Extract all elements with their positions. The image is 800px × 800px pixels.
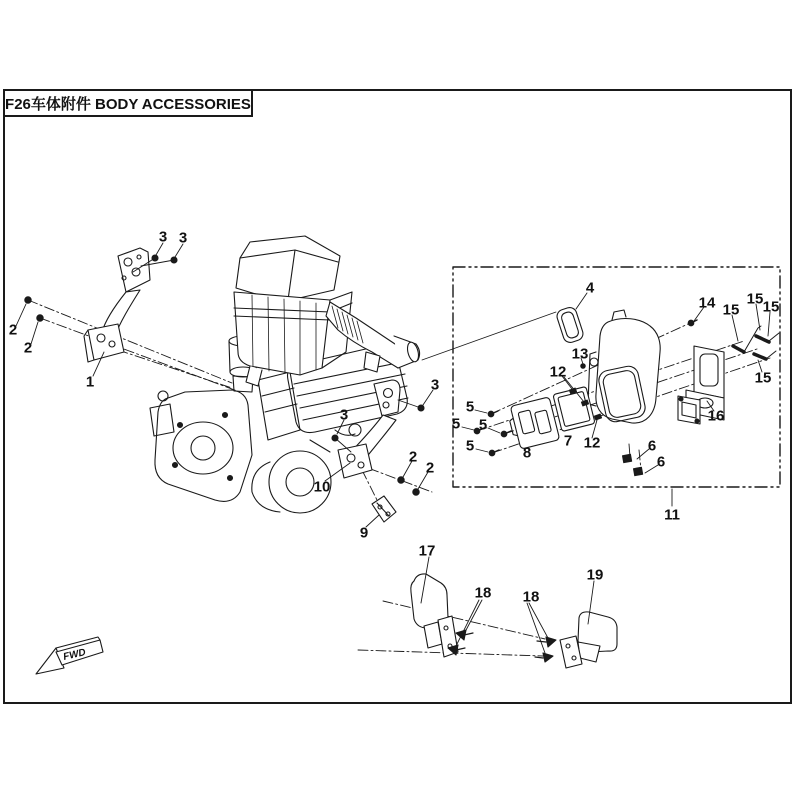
part-callout-15: 15 [722, 301, 740, 319]
part-callout-15: 15 [762, 298, 780, 316]
fwd-label: FWD [62, 647, 87, 663]
part-callout-3: 3 [178, 229, 188, 247]
part-callout-15: 15 [754, 369, 772, 387]
part-callout-10: 10 [313, 478, 331, 496]
part-callout-3: 3 [339, 406, 349, 424]
part-callout-2: 2 [8, 321, 18, 339]
part-callout-5: 5 [465, 437, 475, 455]
part-callout-4: 4 [585, 279, 595, 297]
part-callout-17: 17 [418, 542, 436, 560]
part-callout-18: 18 [474, 584, 492, 602]
part-callout-11: 11 [664, 506, 680, 524]
part-callout-7: 7 [563, 432, 573, 450]
part-callout-2: 2 [23, 339, 33, 357]
part-callout-5: 5 [451, 415, 461, 433]
page-title: F26车体附件 BODY ACCESSORIES [5, 95, 251, 113]
part-callout-12: 12 [549, 363, 567, 381]
part-callout-3: 3 [430, 376, 440, 394]
part-callout-1: 1 [85, 373, 95, 391]
part-callout-16: 16 [707, 407, 725, 425]
part-callout-12: 12 [583, 434, 601, 452]
part-callout-13: 13 [571, 345, 589, 363]
part-callout-9: 9 [359, 524, 369, 542]
part-callout-19: 19 [586, 566, 604, 584]
part-callout-2: 2 [408, 448, 418, 466]
part-callout-15: 15 [746, 290, 764, 308]
part-callout-14: 14 [698, 294, 716, 312]
part-callout-8: 8 [522, 444, 532, 462]
title-box [3, 89, 253, 117]
part-callout-6: 6 [656, 453, 666, 471]
part-callout-6: 6 [647, 437, 657, 455]
part-callout-18: 18 [522, 588, 540, 606]
part-callout-5: 5 [465, 398, 475, 416]
part-callout-3: 3 [158, 228, 168, 246]
part-callout-5: 5 [478, 416, 488, 434]
part-callout-2: 2 [425, 459, 435, 477]
